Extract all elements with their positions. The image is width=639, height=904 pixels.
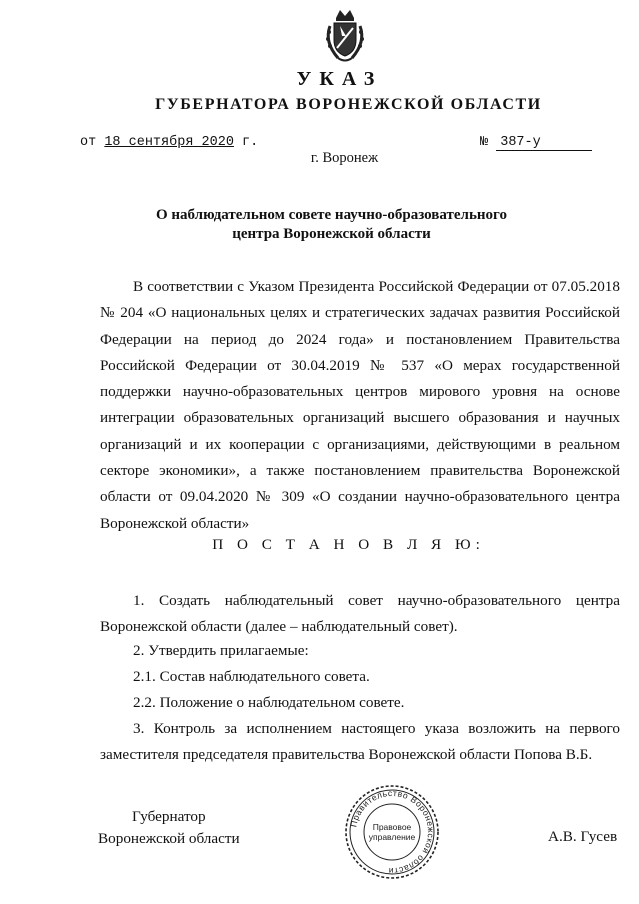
position-line-2: Воронежской области xyxy=(98,830,240,847)
stamp-outer-text: Правительство Воронежской области xyxy=(348,787,437,877)
subject-line-1: О наблюдательном совете научно-образовательного xyxy=(156,207,507,223)
decree-item-2: 2. Утвердить прилагаемые: xyxy=(133,642,309,659)
decree-word: П О С Т А Н О В Л Я Ю: xyxy=(212,536,485,553)
subject-line-2: центра Воронежской области xyxy=(232,226,431,242)
number-prefix: № xyxy=(480,135,489,150)
decree-subject xyxy=(0,206,639,244)
issuer-title: ГУБЕРНАТОРА ВОРОНЕЖСКОЙ ОБЛАСТИ xyxy=(155,96,542,113)
decree-item-1: 1. Создать наблюдательный совет научно-образовательного центра Воронежской области (далее – наблюдательный совет). xyxy=(100,592,620,636)
signatory-position xyxy=(98,806,240,850)
date-line xyxy=(80,135,258,150)
decree-number: 387-у xyxy=(496,136,592,151)
stamp-inner-line-2: управление xyxy=(368,832,416,842)
number-line xyxy=(480,135,610,151)
decree-item-3: 3. Контроль за исполнением настоящего указа возложить на первого заместителя председателя правительства Воронежской области Попова В.Б. xyxy=(100,720,620,764)
decree-date: 18 сентября 2020 xyxy=(104,135,234,150)
preamble-paragraph: В соответствии с Указом Президента Российской Федерации от 07.05.2018 № 204 «О национальных целях и стратегических задачах развития Российской Федерации на период до 2024 года» и постановлением Правительства Российской Федерации от 30.04.2019 № 537 «О мерах государственной поддержки научно-образовательных центров мирового уровня на основе интеграции образовательных организаций высшего образования и научных организаций и их кооперации с организациями, действующими в реальном секторе экономики», а также постановлением правительства Воронежской области от 09.04.2020 № 309 «О создании научно-образовательного центра Воронежской области» xyxy=(100,278,620,532)
date-suffix: г. xyxy=(242,135,259,150)
coat-of-arms-icon xyxy=(320,6,370,66)
document-type-title: УКАЗ xyxy=(296,68,383,90)
city: г. Воронеж xyxy=(310,150,379,166)
decree-item-2-1: 2.1. Состав наблюдательного совета. xyxy=(133,668,370,685)
decree-item-2-2: 2.2. Положение о наблюдательном совете. xyxy=(133,694,405,711)
official-stamp xyxy=(344,784,440,880)
position-line-1: Губернатор xyxy=(132,808,206,825)
stamp-inner-line-1: Правовое xyxy=(372,822,412,832)
signatory-name: А.В. Гусев xyxy=(548,828,618,845)
date-prefix: от xyxy=(80,135,97,150)
